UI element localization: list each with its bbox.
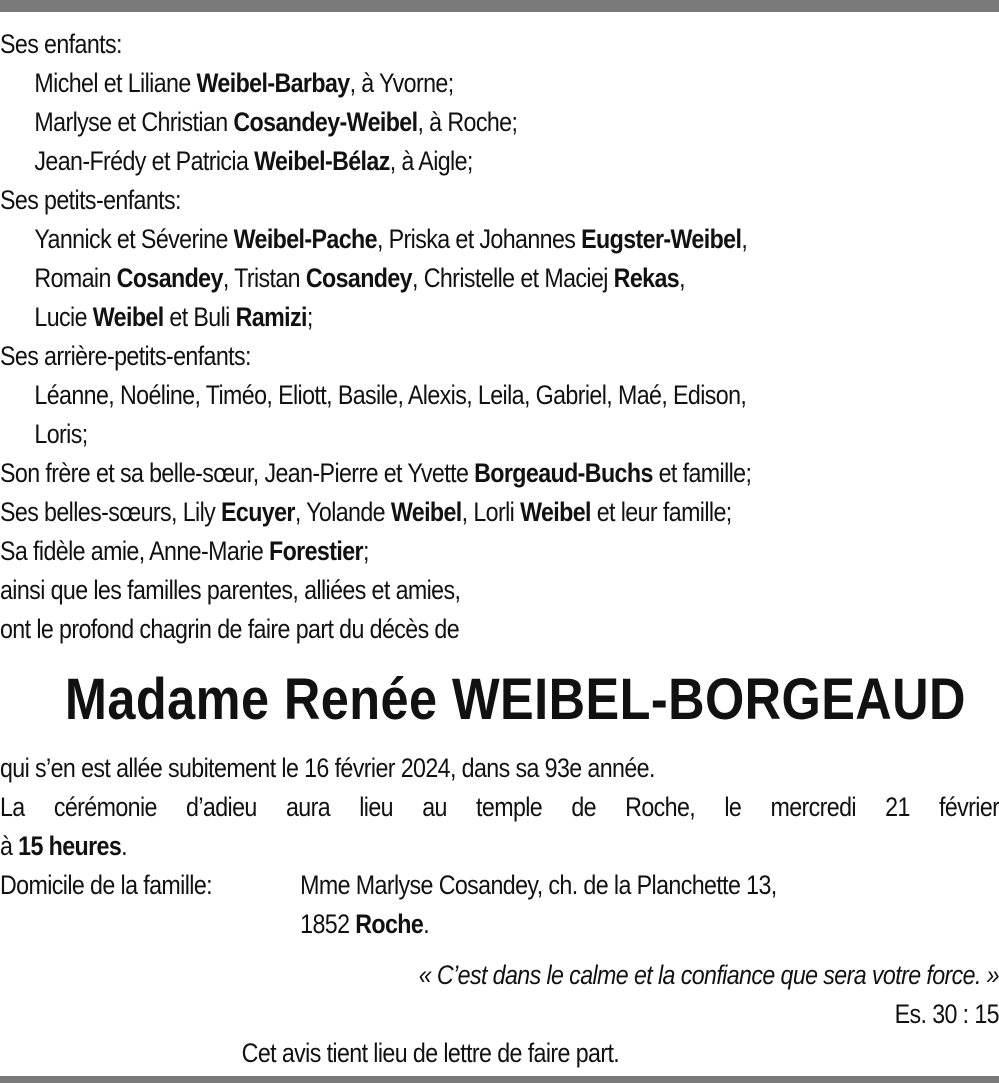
sisters-in-law-line: Ses belles-sœurs, Lily Ecuyer, Yolande Weibel, Lorli Weibel et leur famille; [0, 497, 732, 527]
deceased-name: Madame Renée WEIBEL-BORGEAUD [64, 667, 966, 732]
obituary-notice [0, 25, 999, 1073]
families-line: ainsi que les familles parentes, alliées et amies, [0, 575, 461, 605]
ceremony-word: 21 [885, 792, 910, 822]
great-grandchildren-line: Léanne, Noéline, Timéo, Eliott, Basile, Alexis, Leila, Gabriel, Maé, Edison, [34, 380, 747, 410]
great-grandchildren-line: Loris; [34, 419, 88, 449]
children-heading: Ses enfants: [0, 29, 122, 59]
ceremony-word: février [939, 792, 999, 822]
domicile-line [0, 905, 859, 944]
footer-note: Cet avis tient lieu de lettre de faire part. [241, 1038, 620, 1068]
bottom-rule [0, 1076, 999, 1083]
grandchildren-heading: Ses petits-enfants: [0, 185, 181, 215]
ceremony-word: au [422, 792, 447, 822]
domicile-line [0, 866, 859, 905]
ceremony-line [0, 788, 999, 827]
ceremony-word: Roche, [625, 792, 696, 822]
ceremony-word: temple [476, 792, 543, 822]
ceremony-word: d’adieu [186, 792, 257, 822]
great-grandchildren-heading: Ses arrière-petits-enfants: [0, 341, 251, 371]
child-line: Michel et Liliane Weibel-Barbay, à Yvorne; [34, 68, 454, 98]
grandchildren-line: Romain Cosandey, Tristan Cosandey, Christelle et Maciej Rekas, [34, 263, 685, 293]
ceremony-word: aura [285, 792, 331, 822]
ceremony-word: le [724, 792, 742, 822]
friend-line: Sa fidèle amie, Anne-Marie Forestier; [0, 536, 369, 566]
top-rule [0, 0, 999, 12]
announce-line: ont le profond chagrin de faire part du décès de [0, 614, 460, 644]
child-line: Marlyse et Christian Cosandey-Weibel, à Roche; [34, 107, 518, 137]
bible-reference: Es. 30 : 15 [894, 999, 999, 1029]
domicile-label: Domicile de la famille: [0, 870, 212, 900]
ceremony-word: cérémonie [53, 792, 157, 822]
brother-line: Son frère et sa belle-sœur, Jean-Pierre et Yvette Borgeaud-Buchs et famille; [0, 458, 752, 488]
ceremony-word: de [571, 792, 596, 822]
ceremony-word: La [0, 792, 25, 822]
bible-quote: « C’est dans le calme et la confiance que sera votre force. » [418, 960, 999, 990]
ceremony-word: mercredi [770, 792, 856, 822]
domicile-address: Mme Marlyse Cosandey, ch. de la Planchette 13, [300, 870, 777, 900]
child-line: Jean-Frédy et Patricia Weibel-Bélaz, à Aigle; [34, 146, 473, 176]
ceremony-time: à 15 heures. [0, 831, 128, 861]
grandchildren-line: Yannick et Séverine Weibel-Pache, Priska et Johannes Eugster-Weibel, [34, 224, 748, 254]
grandchildren-line: Lucie Weibel et Buli Ramizi; [34, 302, 313, 332]
death-info: qui s’en est allée subitement le 16 février 2024, dans sa 93e année. [0, 753, 655, 783]
ceremony-word: lieu [359, 792, 393, 822]
domicile-city: 1852 Roche. [300, 909, 430, 939]
